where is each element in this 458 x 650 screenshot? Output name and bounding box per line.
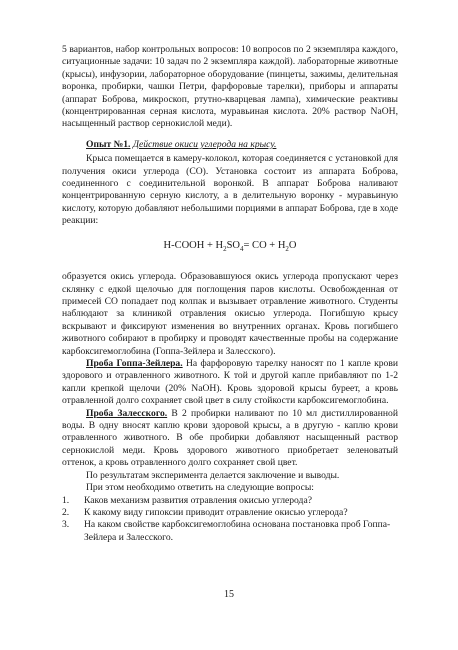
experiment-result-paragraph: образуется окись углерода. Образовавшуюся окись углерода пропускают через склянку с едкой щелочью для поглощения паров кислоты. Освобожденная от примесей CO попадает под колпак и вызывает отравление животного. Студенты наблюдают за клиникой отравления окисью углерода. Погибшую крысу вскрывают и фиксируют изменения во внутренних органах. Кровь погибшего животного собирают в пробирку и проводят качественные пробы на содержание карбоксигемоглобина (Гоппа-Зейлера и Залесского). [62,271,398,357]
reaction-subscript: 4 [240,244,244,253]
question-number: 3. [62,519,70,531]
question-text: К какому виду гипоксии приводит отравление окисью углерода? [84,506,348,518]
experiment-number: Опыт №1. [86,138,131,150]
hoppe-seyler-test-paragraph [62,358,398,408]
questions-intro-line: При этом необходимо ответить на следующие вопросы: [86,482,314,494]
experiment-heading [62,139,398,151]
question-text: На каком свойстве карбоксигемоглобина основана постановка проб Гоппа-Зейлера и Залесского. [84,519,391,543]
reaction-subscript: 2 [285,244,289,253]
question-item [62,507,398,519]
hoppe-seyler-test-title: Проба Гоппа-Зейлера. [86,358,183,370]
hoppe-seyler-test-text: На фарфоровую тарелку наносят по 1 капле крови здорового и отравленного животного. К той и другой капле прибавляют по 1-2 капли крепкой щелочи (20% NaOH). Кровь здоровой крысы буреет, а кровь отравленной долго сохраняет свой цвет в силу стойкости карбоксигемоглобина. [62,358,398,407]
questions-list [62,495,398,545]
reaction-subscript: 2 [223,244,227,253]
conclusion-line: По результатам эксперимента делается заключение и выводы. [86,469,340,481]
question-number: 1. [62,494,70,506]
question-item [62,519,398,544]
reaction-part: = CO + H [243,239,286,251]
experiment-name: Действие окиси углерода на крысу. [132,138,277,150]
reaction-part: O [288,239,297,251]
intro-paragraph: 5 вариантов, набор контрольных вопросов: 10 вопросов по 2 экземпляра каждого, ситуационные задачи: 10 задач по 2 экземпляра каждой). лабораторные животные (крысы), инфузории, лабораторное оборудование (пинцеты, зажимы, делительная воронка, пробирки, чашки Петри, фарфоровые тарелки), приборы и аппараты (аппарат Боброва, микроскоп, ртутно-кварцевая лампа), химические реактивы (концентрированная серная кислота, муравьиная кислота. 20% раствор NaOH, насыщенный раствор сернокислой меди). [62,44,398,130]
reaction-part: H-COOH + H [163,239,224,251]
question-number: 2. [62,506,70,518]
question-item [62,495,398,507]
zalessky-test-title: Проба Залесского. [86,407,168,419]
reaction-equation [62,240,398,256]
zalessky-test-paragraph [62,408,398,470]
reaction-part: SO [226,239,241,251]
page-number: 15 [224,589,234,600]
question-text: Каков механизм развития отравления окисью углерода? [84,494,312,506]
experiment-setup-paragraph: Крыса помещается в камеру-колокол, которая соединяется с установкой для получения окиси углерода (CO). Установка состоит из аппарата Боброва, соединенного с соединительной воронкой. В аппарат Боброва наливают концентрированную серную кислоту, а в делительную воронку - муравьиную кислоту, которую добавляют небольшими порциями в аппарат Боброва, где в ходе реакции: [62,153,398,227]
zalessky-test-text: В 2 пробирки наливают по 10 мл дистиллированной воды. В одну вносят каплю крови здоровой крысы, а в другую - каплю крови отравленного животного. В обе пробирки добавляют насыщенный раствор сернокислой меди. Кровь здорового животного приобретает зеленоватый оттенок, а кровь отравленного долго сохраняет свой цвет. [62,407,398,469]
